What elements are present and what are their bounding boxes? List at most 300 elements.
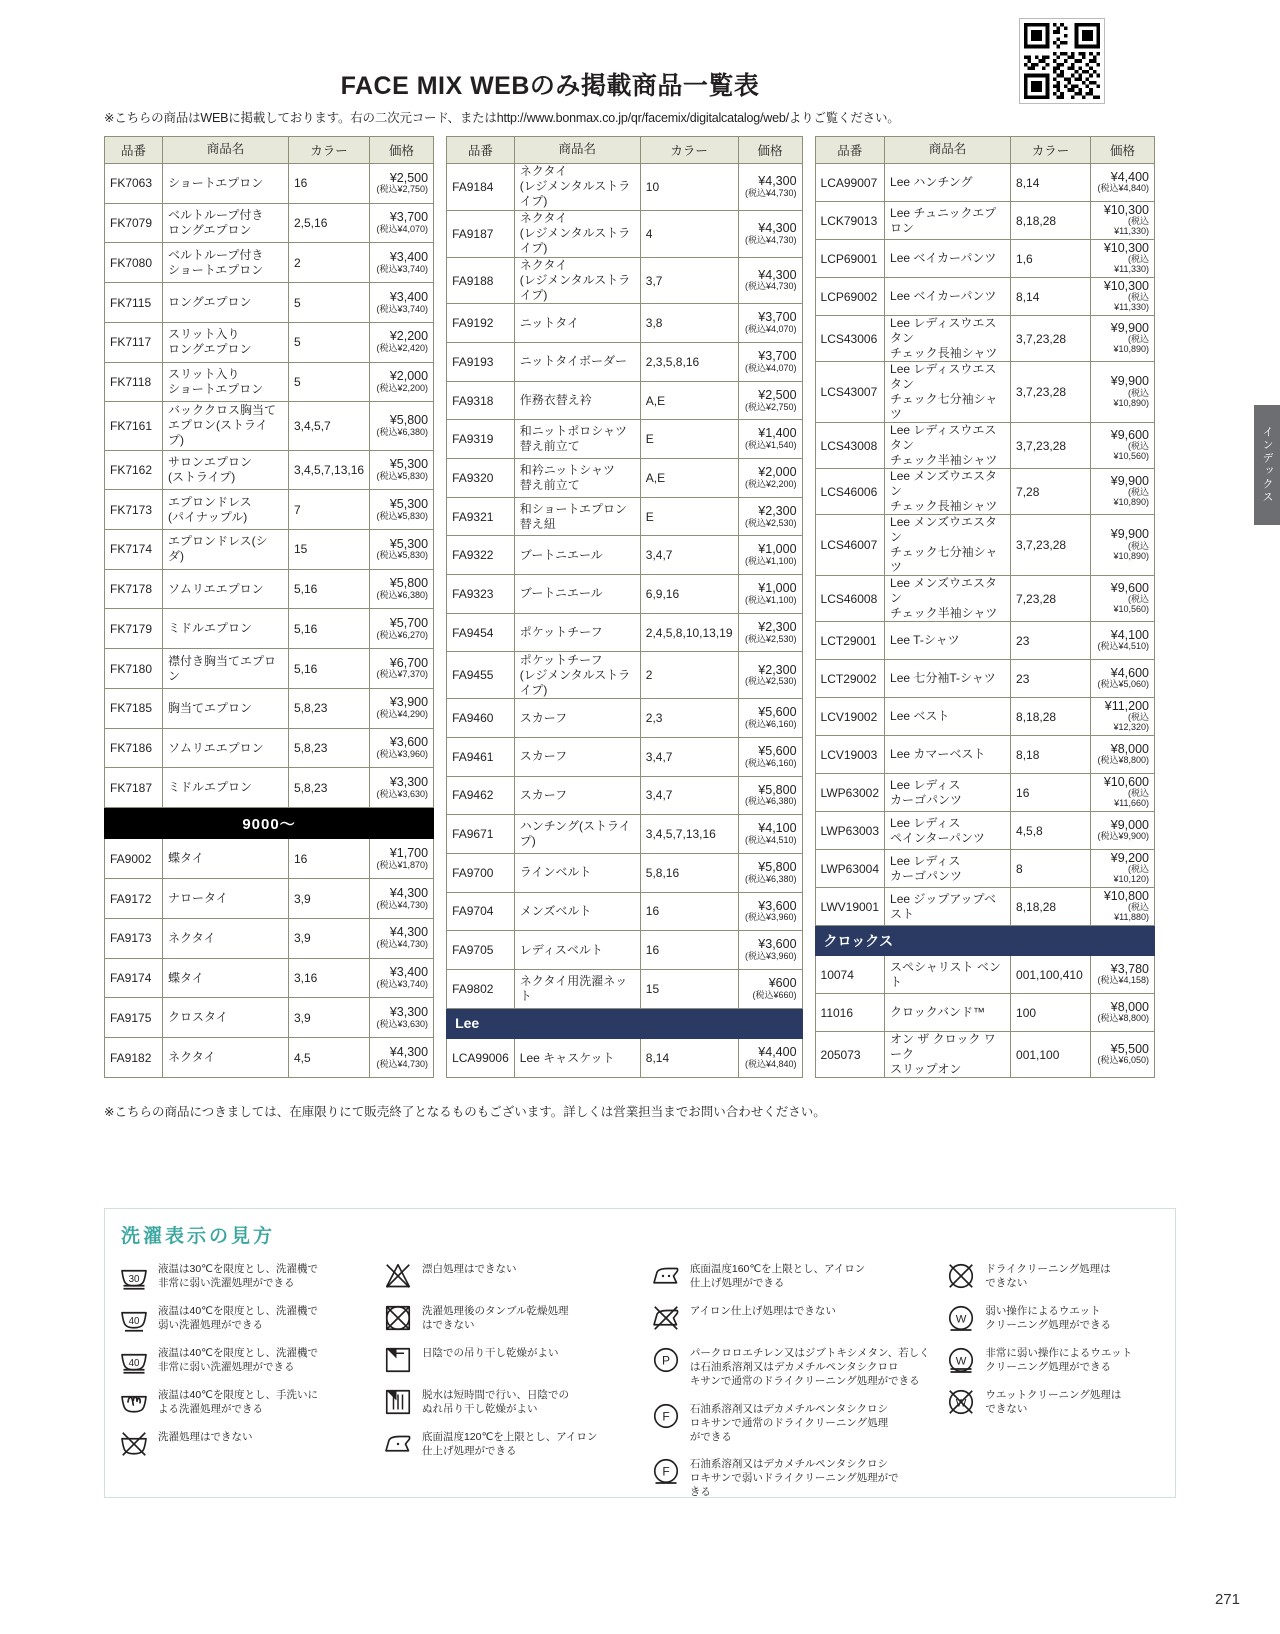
- price-value: ¥8,000: [1110, 741, 1150, 756]
- cell-price: [370, 569, 434, 609]
- price-tax-included: (税込¥2,200): [376, 382, 429, 393]
- cell-name: エプロンドレス (パイナップル): [163, 490, 289, 530]
- col-header-name: 商品名: [163, 137, 289, 164]
- cell-color: 8,18,28: [1011, 888, 1091, 926]
- price-value: ¥2,000: [758, 465, 797, 480]
- cell-price: [1091, 423, 1155, 469]
- price-tax-included: (税込¥4,510): [1097, 641, 1150, 652]
- cell-name: メンズベルト: [514, 892, 640, 931]
- cell-name: ネクタイ: [163, 1038, 289, 1078]
- price-value: ¥11,200: [1104, 698, 1150, 713]
- price-value: ¥9,600: [1110, 427, 1150, 442]
- price-tax-included: (税込¥5,060): [1097, 679, 1150, 690]
- care-item: [383, 1261, 651, 1291]
- brand-band-label: Lee: [447, 1008, 802, 1039]
- cell-color: 3,4,7: [640, 776, 738, 815]
- table-row: [815, 423, 1154, 469]
- cell-color: 8,18: [1011, 736, 1091, 774]
- price-tax-included: (税込¥1,100): [745, 556, 797, 567]
- care-item: [119, 1387, 383, 1417]
- price-value: ¥2,300: [758, 619, 797, 634]
- table-row: [447, 815, 802, 854]
- care-item: [946, 1345, 1165, 1375]
- cell-name: クロックバンド™: [885, 994, 1011, 1032]
- table-row: [815, 202, 1154, 240]
- page-title: FACE MIX WEBのみ掲載商品一覧表: [340, 72, 760, 100]
- cell-color: 8,14: [640, 1039, 738, 1078]
- cell-price: [738, 613, 802, 652]
- cell-price: [738, 575, 802, 614]
- care-item: [119, 1303, 383, 1333]
- cell-color: 3,4,5,7: [289, 402, 370, 450]
- table-row: [447, 737, 802, 776]
- price-tax-included: (税込¥8,800): [1097, 1013, 1150, 1024]
- cell-code: FA9705: [447, 931, 515, 970]
- cell-color: 6,9,16: [640, 575, 738, 614]
- cell-name: オン ザ クロック ワーク スリップオン: [885, 1032, 1011, 1078]
- cell-code: LWP63003: [815, 812, 884, 850]
- brand-band: [447, 1008, 802, 1039]
- price-tax-included: (税込¥6,050): [1097, 1055, 1150, 1066]
- svg-text:30: 30: [128, 1274, 140, 1285]
- cell-code: LCS43006: [815, 316, 884, 362]
- section-band: [105, 808, 434, 839]
- cell-price: [1091, 850, 1155, 888]
- cell-code: LWV19001: [815, 888, 884, 926]
- price-value: ¥9,000: [1110, 817, 1150, 832]
- price-value: ¥3,400: [389, 965, 429, 980]
- cell-name: ニットタイ: [514, 304, 640, 343]
- cell-price: [1091, 316, 1155, 362]
- cell-code: FA9454: [447, 613, 515, 652]
- price-tax-included: (税込¥10,560): [1113, 594, 1150, 615]
- care-item: [946, 1261, 1165, 1291]
- price-tax-included: (税込¥1,100): [745, 594, 797, 605]
- care-item: [119, 1261, 383, 1291]
- price-value: ¥5,300: [389, 496, 429, 511]
- price-value: ¥3,300: [389, 1004, 429, 1019]
- price-tax-included: (税込¥4,070): [376, 224, 429, 235]
- cell-code: FK7186: [105, 728, 163, 768]
- cell-code: LCT29002: [815, 660, 884, 698]
- table-row: [815, 698, 1154, 736]
- table-row: [447, 420, 802, 459]
- price-tax-included: (税込¥4,730): [376, 939, 429, 950]
- cell-color: E: [640, 497, 738, 536]
- cell-name: ポケットチーフ: [514, 613, 640, 652]
- price-tax-included: (税込¥11,330): [1114, 216, 1150, 237]
- cell-name: ブートニエール: [514, 575, 640, 614]
- price-value: ¥4,400: [758, 1045, 797, 1060]
- cell-price: [738, 892, 802, 931]
- cell-code: FK7187: [105, 768, 163, 808]
- price-value: ¥2,000: [389, 369, 429, 384]
- table-body-1: [105, 164, 434, 1078]
- wash-care-column-1: [119, 1261, 383, 1500]
- price-value: ¥1,000: [758, 581, 797, 596]
- cell-price: [1091, 362, 1155, 423]
- cell-name: Lee キャスケット: [514, 1039, 640, 1078]
- cell-name: Lee レディス カーゴパンツ: [885, 850, 1011, 888]
- price-value: ¥4,100: [758, 821, 797, 836]
- table-row: [105, 569, 434, 609]
- cell-color: 3,4,7: [640, 536, 738, 575]
- col-header-color: カラー: [1011, 137, 1091, 164]
- cell-name: クロスタイ: [163, 998, 289, 1038]
- cell-color: 1,6: [1011, 240, 1091, 278]
- table-row: [447, 381, 802, 420]
- cell-name: ナロータイ: [163, 879, 289, 919]
- cell-color: 7,23,28: [1011, 576, 1091, 622]
- cell-price: [370, 529, 434, 569]
- cell-color: 7,28: [1011, 469, 1091, 515]
- cell-code: FA9704: [447, 892, 515, 931]
- price-value: ¥10,800: [1103, 888, 1150, 903]
- price-value: ¥10,300: [1103, 202, 1150, 217]
- cell-name: Lee レディスウエスタン チェック長袖シャツ: [885, 316, 1011, 362]
- cell-price: [738, 931, 802, 970]
- cell-name: Lee メンズウエスタン チェック七分袖シャツ: [885, 515, 1011, 576]
- cell-color: 3,4,5,7,13,16: [640, 815, 738, 854]
- price-value: ¥4,300: [758, 174, 797, 189]
- hand-wash-40-icon: [119, 1387, 149, 1417]
- wetclean-weak-icon: [946, 1303, 976, 1333]
- table-row: [105, 879, 434, 919]
- cell-price: [370, 203, 434, 243]
- col-header-name: 商品名: [514, 137, 640, 164]
- price-tax-included: (税込¥8,800): [1097, 755, 1150, 766]
- table-row: [815, 956, 1154, 994]
- cell-price: [1091, 736, 1155, 774]
- cell-price: [1091, 812, 1155, 850]
- cell-name: ネクタイ (レジメンタルストライプ): [514, 257, 640, 304]
- price-tax-included: (税込¥10,560): [1113, 441, 1150, 462]
- price-tax-included: (税込¥4,730): [745, 234, 797, 245]
- price-tax-included: (税込¥5,830): [376, 510, 429, 521]
- price-tax-included: (税込¥1,870): [376, 859, 429, 870]
- cell-color: A,E: [640, 381, 738, 420]
- table-row: [447, 853, 802, 892]
- cell-code: LCP69001: [815, 240, 884, 278]
- table-row: [105, 490, 434, 530]
- cell-name: Lee ベイカーパンツ: [885, 240, 1011, 278]
- cell-name: Lee ベイカーパンツ: [885, 278, 1011, 316]
- care-item-text: 日陰での吊り干し乾燥がよい: [421, 1347, 559, 1359]
- cell-price: [1091, 660, 1155, 698]
- cell-name: Lee 七分袖T-シャツ: [885, 660, 1011, 698]
- care-item-text: 洗濯処理後のタンブル乾燥処理 はできない: [421, 1305, 569, 1332]
- cell-price: [738, 459, 802, 498]
- care-item-text: 石油系溶剤又はデカメチルペンタシクロシ ロキサンで通常のドライクリーニング処理 ができる: [689, 1402, 889, 1443]
- care-item: [119, 1345, 383, 1375]
- cell-name: Lee ハンチング: [885, 164, 1011, 202]
- cell-color: 15: [289, 529, 370, 569]
- cell-name: ベルトループ付き ショートエプロン: [163, 243, 289, 283]
- line-dry-shade-icon: [383, 1345, 413, 1375]
- care-item-text: 液温は30℃を限度とし、洗濯機で 非常に弱い洗濯処理ができる: [158, 1263, 318, 1290]
- cell-color: 15: [640, 970, 738, 1009]
- table-header-3: [815, 137, 1154, 164]
- cell-code: FA9321: [447, 497, 515, 536]
- price-tax-included: (税込¥9,900): [1097, 831, 1150, 842]
- cell-name: スリット入り ロングエプロン: [163, 322, 289, 362]
- product-table-3: [815, 136, 1155, 1078]
- cell-name: ネクタイ (レジメンタルストライプ): [514, 210, 640, 257]
- cell-code: LCS46006: [815, 469, 884, 515]
- price-tax-included: (税込¥10,890): [1113, 487, 1150, 508]
- cell-color: E: [640, 420, 738, 459]
- svg-text:F: F: [662, 1409, 670, 1424]
- cell-color: 001,100: [1011, 1032, 1091, 1078]
- table-row: [447, 1039, 802, 1078]
- cell-name: Lee メンズウエスタン チェック長袖シャツ: [885, 469, 1011, 515]
- svg-text:F: F: [662, 1464, 670, 1479]
- table-row: [815, 812, 1154, 850]
- index-tab[interactable]: インデックス: [1254, 405, 1280, 525]
- price-tax-included: (税込¥12,320): [1113, 712, 1150, 733]
- price-tax-included: (税込¥3,630): [376, 1018, 429, 1029]
- table-row: [105, 609, 434, 649]
- cell-price: [738, 343, 802, 382]
- table-row: [447, 304, 802, 343]
- table-row: [447, 536, 802, 575]
- price-tax-included: (税込¥11,660): [1114, 788, 1150, 809]
- table-row: [815, 888, 1154, 926]
- cell-price: [370, 728, 434, 768]
- price-tax-included: (税込¥3,740): [376, 263, 429, 274]
- price-tax-included: (税込¥2,530): [745, 633, 797, 644]
- cell-color: 16: [289, 164, 370, 204]
- table-row: [447, 459, 802, 498]
- price-tax-included: (税込¥4,290): [376, 709, 429, 720]
- cell-color: 2,3,5,8,16: [640, 343, 738, 382]
- price-value: ¥3,600: [758, 937, 797, 952]
- table-row: [447, 497, 802, 536]
- cell-price: [370, 362, 434, 402]
- cell-price: [370, 322, 434, 362]
- table-row: [105, 243, 434, 283]
- price-value: ¥4,300: [758, 220, 797, 235]
- price-value: ¥10,300: [1103, 240, 1150, 255]
- cell-name: Lee レディスウエスタン チェック半袖シャツ: [885, 423, 1011, 469]
- cell-price: [1091, 994, 1155, 1032]
- cell-code: LCV19003: [815, 736, 884, 774]
- cell-name: 和ショートエプロン替え紐: [514, 497, 640, 536]
- care-item: [651, 1345, 946, 1389]
- cell-price: [738, 970, 802, 1009]
- price-value: ¥8,000: [1110, 999, 1150, 1014]
- no-tumble-dry-icon: [383, 1303, 413, 1333]
- price-tax-included: (税込¥6,380): [745, 873, 797, 884]
- price-value: ¥3,700: [758, 310, 797, 325]
- no-dryclean-icon: [946, 1261, 976, 1291]
- table-row: [815, 1032, 1154, 1078]
- price-tax-included: (税込¥10,890): [1113, 387, 1150, 408]
- cell-name: ニットタイボーダー: [514, 343, 640, 382]
- svg-text:P: P: [661, 1353, 670, 1368]
- cell-price: [370, 768, 434, 808]
- price-tax-included: (税込¥11,330): [1114, 292, 1150, 313]
- cell-code: FA9320: [447, 459, 515, 498]
- table-row: [815, 774, 1154, 812]
- cell-name: 作務衣替え衿: [514, 381, 640, 420]
- table-row: [815, 469, 1154, 515]
- cell-price: [1091, 576, 1155, 622]
- care-item-text: 脱水は短時間で行い、日陰での ぬれ吊り干し乾燥がよい: [421, 1389, 569, 1416]
- cell-name: 蝶タイ: [163, 958, 289, 998]
- care-item: [651, 1456, 946, 1500]
- footnote: ※こちらの商品につきましては、在庫限りにて販売終了となるものもございます。詳しくは営業担当までお問い合わせください。: [104, 1105, 826, 1119]
- product-tables: [104, 136, 1155, 1078]
- cell-price: [738, 737, 802, 776]
- price-tax-included: (税込¥2,530): [745, 676, 797, 687]
- cell-code: FA9319: [447, 420, 515, 459]
- col-header-name: 商品名: [885, 137, 1011, 164]
- cell-code: FK7117: [105, 322, 163, 362]
- cell-price: [370, 688, 434, 728]
- price-value: ¥9,200: [1110, 850, 1150, 865]
- cell-color: 8,18,28: [1011, 698, 1091, 736]
- cell-name: Lee レディスウエスタン チェック七分袖シャツ: [885, 362, 1011, 423]
- col-header-code: 品番: [447, 137, 515, 164]
- col-header-code: 品番: [815, 137, 884, 164]
- wash-40-weak-icon: [119, 1303, 149, 1333]
- care-item-text: パークロロエチレン又はジブトキシメタン、若しく は石油系溶剤又はデカメチルペンタシクロロ キサンで通常のドライクリーニング処理ができる: [689, 1347, 930, 1388]
- cell-code: FA9460: [447, 699, 515, 738]
- cell-color: 5: [289, 322, 370, 362]
- price-value: ¥5,300: [389, 457, 429, 472]
- table-body-2: [447, 164, 802, 1078]
- wash-30-weak-icon: [119, 1261, 149, 1291]
- wash-care-columns: [119, 1261, 1165, 1500]
- cell-code: FA9002: [105, 839, 163, 879]
- cell-name: ネクタイ用洗濯ネット: [514, 970, 640, 1009]
- cell-code: FK7179: [105, 609, 163, 649]
- cell-color: 2,4,5,8,10,13,19: [640, 613, 738, 652]
- cell-name: Lee カマーベスト: [885, 736, 1011, 774]
- drip-dry-shade-icon: [383, 1387, 413, 1417]
- care-item-text: 底面温度160℃を上限とし、アイロン 仕上げ処理ができる: [689, 1263, 866, 1290]
- table-row: [447, 613, 802, 652]
- table-row: [105, 322, 434, 362]
- table-row: [815, 515, 1154, 576]
- cell-price: [738, 853, 802, 892]
- col-header-color: カラー: [640, 137, 738, 164]
- cell-name: ベルトループ付き ロングエプロン: [163, 203, 289, 243]
- cell-code: LCT29001: [815, 622, 884, 660]
- price-value: ¥5,800: [389, 413, 429, 428]
- price-value: ¥4,400: [1110, 169, 1150, 184]
- cell-price: [1091, 515, 1155, 576]
- care-item-text: 漂白処理はできない: [421, 1263, 517, 1275]
- cell-code: 10074: [815, 956, 884, 994]
- table-row: [447, 164, 802, 211]
- cell-name: Lee メンズウエスタン チェック半袖シャツ: [885, 576, 1011, 622]
- cell-color: 7: [289, 490, 370, 530]
- cell-price: [370, 283, 434, 323]
- price-tax-included: (税込¥4,730): [376, 1058, 429, 1069]
- price-tax-included: (税込¥6,380): [376, 426, 429, 437]
- table-row: [105, 839, 434, 879]
- cell-code: FA9192: [447, 304, 515, 343]
- cell-color: 8: [1011, 850, 1091, 888]
- price-tax-included: (税込¥4,510): [745, 835, 797, 846]
- cell-name: スリット入り ショートエプロン: [163, 362, 289, 402]
- price-value: ¥600: [768, 976, 797, 991]
- cell-code: FK7178: [105, 569, 163, 609]
- cell-color: 16: [1011, 774, 1091, 812]
- cell-color: 5: [289, 283, 370, 323]
- price-value: ¥5,700: [389, 615, 429, 630]
- care-item-text: アイロン仕上げ処理はできない: [689, 1305, 836, 1317]
- cell-price: [1091, 202, 1155, 240]
- wash-care-column-4: [946, 1261, 1165, 1500]
- product-table-2: [446, 136, 802, 1078]
- cell-price: [738, 699, 802, 738]
- price-value: ¥4,100: [1110, 627, 1150, 642]
- dryclean-p-icon: [651, 1345, 681, 1375]
- cell-price: [1091, 774, 1155, 812]
- cell-name: ポケットチーフ (レジメンタルストライプ): [514, 652, 640, 699]
- price-value: ¥5,500: [1110, 1041, 1150, 1056]
- cell-price: [738, 420, 802, 459]
- cell-name: 和衿ニットシャツ 替え前立て: [514, 459, 640, 498]
- care-item-text: 液温は40℃を限度とし、洗濯機で 非常に弱い洗濯処理ができる: [158, 1347, 318, 1374]
- cell-price: [370, 649, 434, 689]
- cell-color: 16: [640, 892, 738, 931]
- cell-code: FA9318: [447, 381, 515, 420]
- table-row: [447, 931, 802, 970]
- price-tax-included: (税込¥6,160): [745, 757, 797, 768]
- cell-color: 8,14: [1011, 278, 1091, 316]
- care-item-text: 弱い操作によるウエット クリーニング処理ができる: [985, 1305, 1112, 1332]
- care-item: [651, 1303, 946, 1333]
- cell-name: スカーフ: [514, 776, 640, 815]
- cell-name: ソムリエエプロン: [163, 569, 289, 609]
- cell-name: レディスベルト: [514, 931, 640, 970]
- price-value: ¥9,900: [1110, 527, 1150, 542]
- table-row: [105, 203, 434, 243]
- care-item-text: 液温は40℃を限度とし、洗濯機で 弱い洗濯処理ができる: [158, 1305, 318, 1332]
- table-row: [815, 994, 1154, 1032]
- price-value: ¥5,800: [758, 860, 797, 874]
- table-row: [105, 1038, 434, 1078]
- svg-text:40: 40: [128, 1316, 140, 1327]
- cell-code: LWP63004: [815, 850, 884, 888]
- col-header-price: 価格: [1091, 137, 1155, 164]
- cell-name: 襟付き胸当てエプロン: [163, 649, 289, 689]
- table-header-1: [105, 137, 434, 164]
- cell-name: スカーフ: [514, 699, 640, 738]
- cell-color: 5: [289, 362, 370, 402]
- iron-160-icon: [651, 1261, 681, 1291]
- col-header-price: 価格: [738, 137, 802, 164]
- table-row: [815, 362, 1154, 423]
- cell-price: [1091, 888, 1155, 926]
- cell-price: [738, 536, 802, 575]
- cell-code: LCV19002: [815, 698, 884, 736]
- price-tax-included: (税込¥4,840): [745, 1059, 797, 1070]
- price-tax-included: (税込¥4,730): [376, 899, 429, 910]
- cell-color: 3,8: [640, 304, 738, 343]
- cell-code: 205073: [815, 1032, 884, 1078]
- cell-price: [1091, 469, 1155, 515]
- table-row: [815, 240, 1154, 278]
- price-tax-included: (税込¥4,070): [745, 324, 797, 335]
- cell-color: 3,7,23,28: [1011, 316, 1091, 362]
- cell-price: [738, 164, 802, 211]
- cell-price: [370, 879, 434, 919]
